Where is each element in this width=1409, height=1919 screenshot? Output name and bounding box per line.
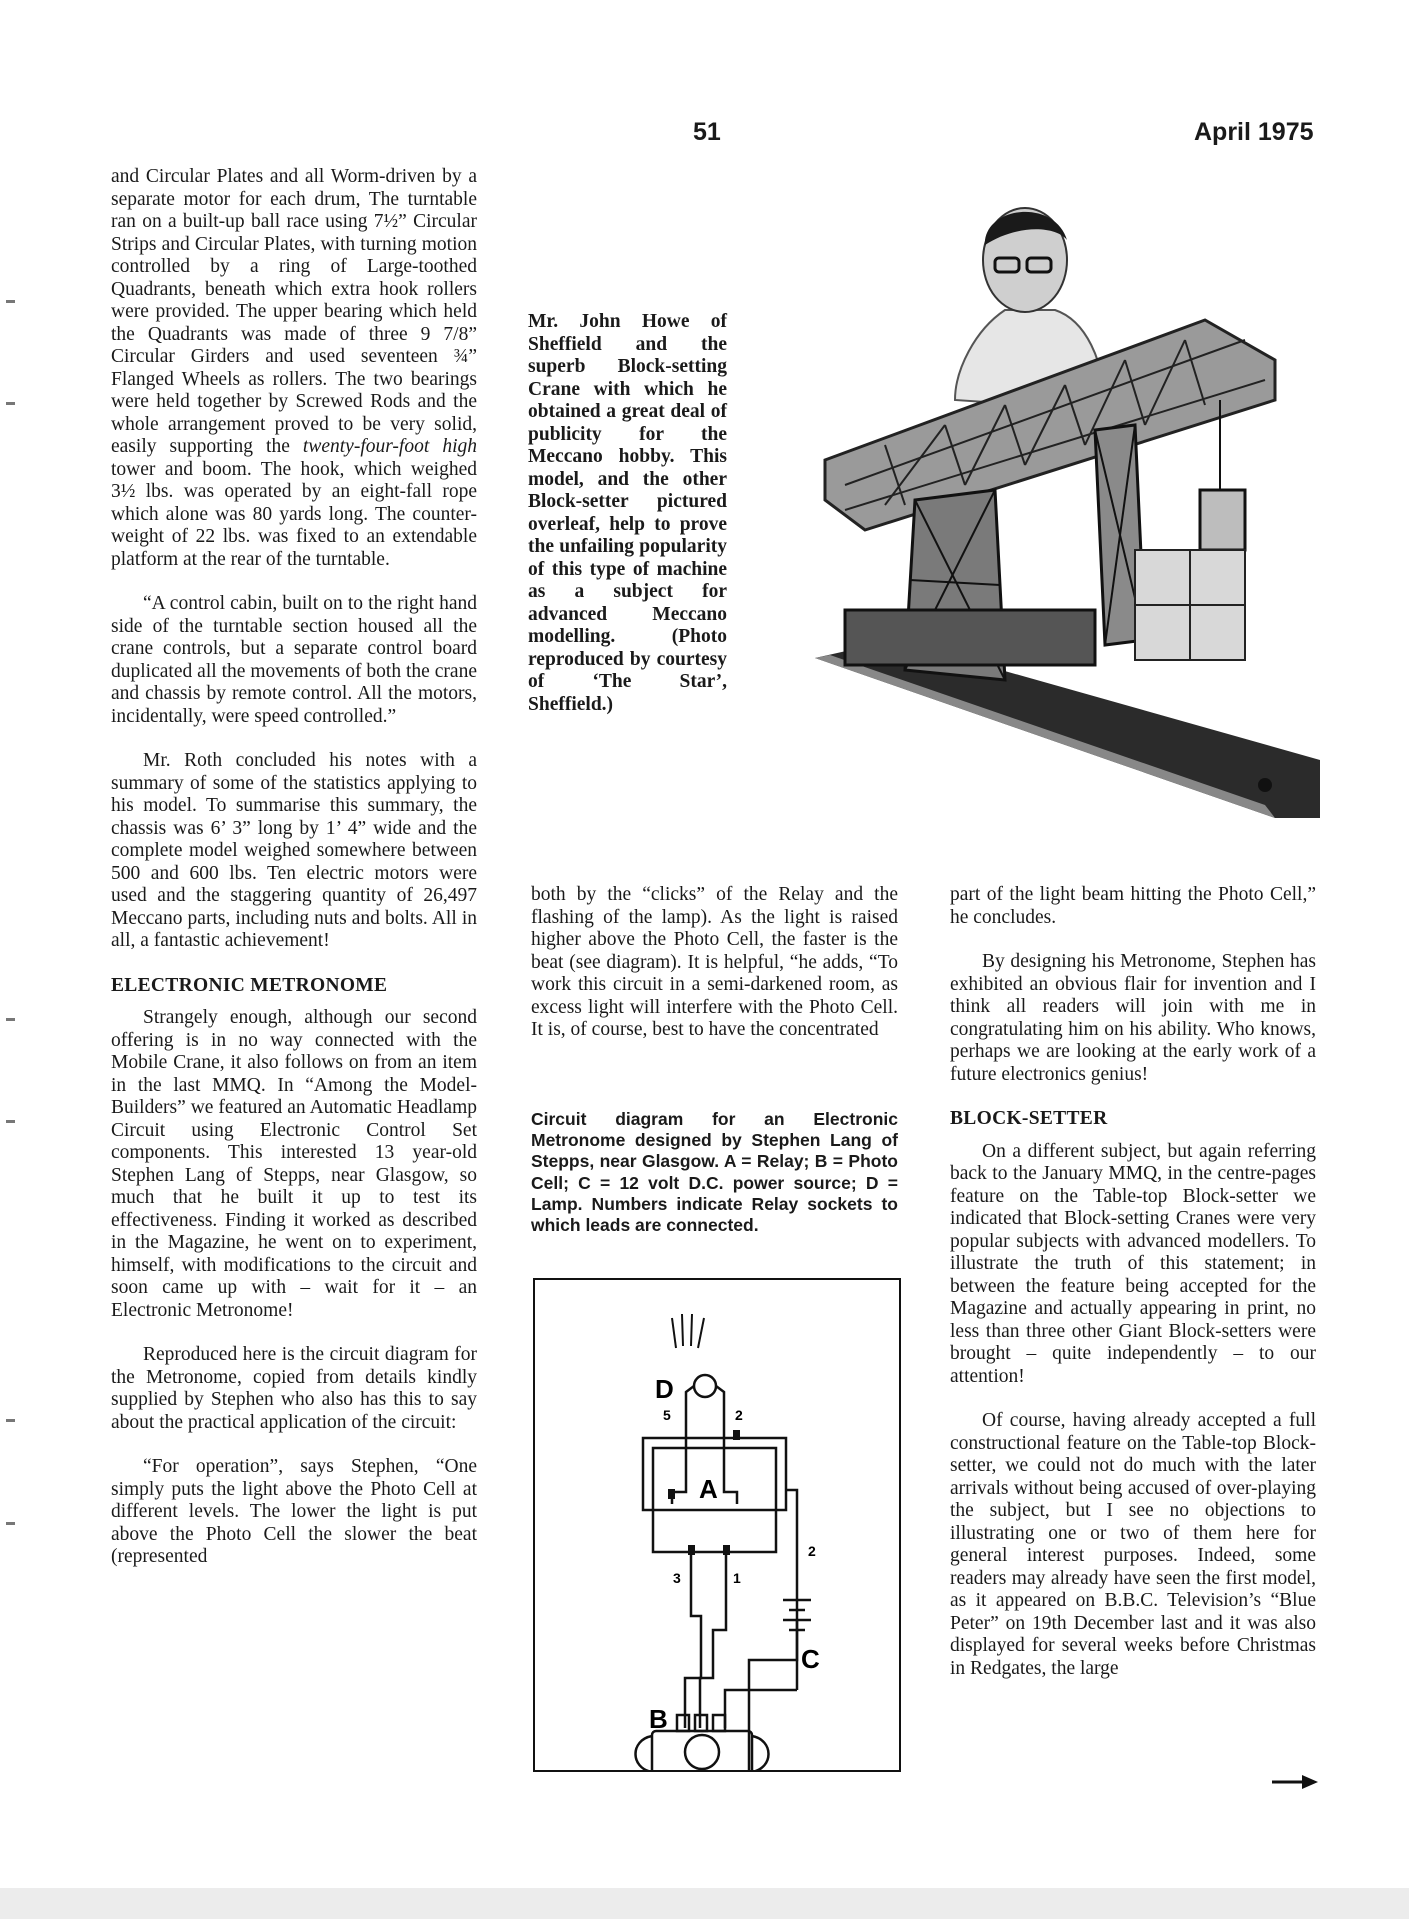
paragraph-later-arrivals: Of course, having already accepted a full constructional feature on the Table-top Block-setter, we could not do much with the later arrivals without being accused of over-playing the subject, but I see no objections to illustrating one or two of them here for general interest purposes. Indeed, some readers may already have seen the first model, as it appeared on B.B.C. Television’s “Blue Peter” on 19th December last and it was also displayed for several weeks before Christmas in Redgates, the large (950, 1410, 1316, 1679)
num-1: 1 (733, 1570, 741, 1586)
column-middle (531, 884, 898, 1064)
circuit-diagram-frame (533, 1278, 901, 1772)
photo-caption: Mr. John Howe of Sheffield and the superb Block-setting Crane with which he obtained a great deal of publicity for the Meccano hobby. This model, and the other Block-setter pictured overleaf, help to prove the unfailing popularity of this type of machine as a subject for advanced Meccano modelling. (Photo reproduced by courtesy of ‘The Star’, Sheffield.) (528, 311, 727, 715)
diagram-caption: Circuit diagram for an Electronic Metronome designed by Stephen Lang of Stepps, near Glasgow. A = Relay; B = Photo Cell; C = 12 volt D.C. power source; D = Lamp. Numbers indicate Relay sockets to which leads are connected. (531, 1109, 898, 1236)
label-c: C (801, 1644, 820, 1674)
right-arrow-icon (1270, 1772, 1320, 1792)
num-3: 3 (673, 1570, 681, 1586)
paragraph-conclusion: part of the light beam hitting the Photo Cell,” he concludes. (950, 884, 1316, 928)
num-2-right: 2 (808, 1543, 816, 1559)
paragraph-block-setter-intro: On a different subject, but again referring back to the January MMQ, in the centre-pages feature on the Table-top Block-setter we indicated that Block-setting Cranes were very popular subjects with advanced modellers. To illustrate the truth of this statement; in between the feature being accepted for the Magazine and actually appearing in print, no less than three other Giant Block-setters were brought – quite independently – to our attention! (950, 1140, 1316, 1387)
paragraph-flair: By designing his Metronome, Stephen has exhibited an obvious flair for invention and I think all readers will join with me in congratulating him on his ability. Who knows, perhaps we are looking at the early work of a future electronics genius! (950, 951, 1316, 1085)
lamp-symbol (694, 1375, 716, 1397)
column-right (950, 884, 1316, 1680)
num-5: 5 (663, 1407, 671, 1423)
lamp-rays (672, 1314, 704, 1348)
label-a: A (699, 1474, 718, 1504)
paragraph-control-cabin: “A control cabin, built on to the right hand side of the turntable section housed all the crane controls, but a separate control board duplicated all the movements of both the crane and chassis by remote control. All the motors, incidentally, were speed controlled.” (111, 593, 477, 727)
heading-electronic-metronome: ELECTRONIC METRONOME (111, 974, 388, 996)
crane-photo (805, 200, 1320, 818)
paragraph-summary: Mr. Roth concluded his notes with a summary of some of the statistics applying to his model. To summarise this summary, the chassis was 6’ 3” long by 1’ 4” wide and the complete model weighed somewhere between 500 and 600 lbs. Ten electric motors were used and the staggering quantity of 26,497 Meccano parts, including nuts and bolts. All in all, a fantastic achievement! (111, 750, 477, 951)
issue-date: April 1975 (1194, 118, 1314, 146)
heading-block-setter: BLOCK-SETTER (950, 1108, 1108, 1129)
circuit-diagram (535, 1280, 899, 1770)
paragraph-operation: “For operation”, says Stephen, “One simply puts the light above the Photo Cell at different levels. The lower the light is put above the Photo Cell the slower the beat (represented (111, 1456, 477, 1567)
column-left (111, 166, 477, 1569)
scan-edge (0, 1888, 1409, 1919)
page-number: 51 (693, 118, 721, 146)
label-d: D (655, 1374, 674, 1404)
binding-marks (0, 0, 40, 1919)
num-2-top: 2 (735, 1407, 743, 1423)
paragraph-circuit-reproduced: Reproduced here is the circuit diagram for the Metronome, copied from details kindly supplied by Stephen who also has this to say about the practical application of the circuit: (111, 1344, 477, 1433)
label-b: B (649, 1704, 668, 1734)
paragraph-crane-details: and Circular Plates and all Worm-driven by a separate motor for each drum, The turntable ran on a built-up ball race using 7½” Circular Strips and Circular Plates, with turning motion controlled by a ring of Large-toothed Quadrants, beneath which extra hook rollers were provided. The upper bearing which held the Quadrants was made of three 9 7/8” Circular Girders and used seventeen ¾” Flanged Wheels as rollers. The two bearings were held together by Screwed Rods and the whole arrangement proved to be very solid, easily supporting the twenty-four-foot high tower and boom. The hook, which weighed 3½ lbs. was operated by an eight-fall rope which alone was 80 yards long. The counter-weight of 22 lbs. was fixed to an extendable platform at the rear of the turntable. (111, 166, 477, 570)
paragraph-metronome-continued: both by the “clicks” of the Relay and the flashing of the lamp). As the light is raised higher above the Photo Cell, the faster is the beat (see diagram). It is helpful, “he adds, “To work this circuit in a semi-darkened room, as excess light will interfere with the Photo Cell. It is, of course, best to have the concentrated (531, 884, 898, 1040)
paragraph-metronome-intro: Strangely enough, although our second offering is in no way connected with the Mobile Crane, it also follows on from an item in the last MMQ. In “Among the Model-Builders” we featured an Automatic Headlamp Circuit using Electronic Control Set components. This interested 13 year-old Stephen Lang of Stepps, near Glasgow, so much that he built it up to test its effectiveness. Finding it worked as described in the Magazine, he went on to experiment, himself, with modifications to the circuit and soon came up with – wait for it – an Electronic Metronome! (111, 1007, 477, 1321)
